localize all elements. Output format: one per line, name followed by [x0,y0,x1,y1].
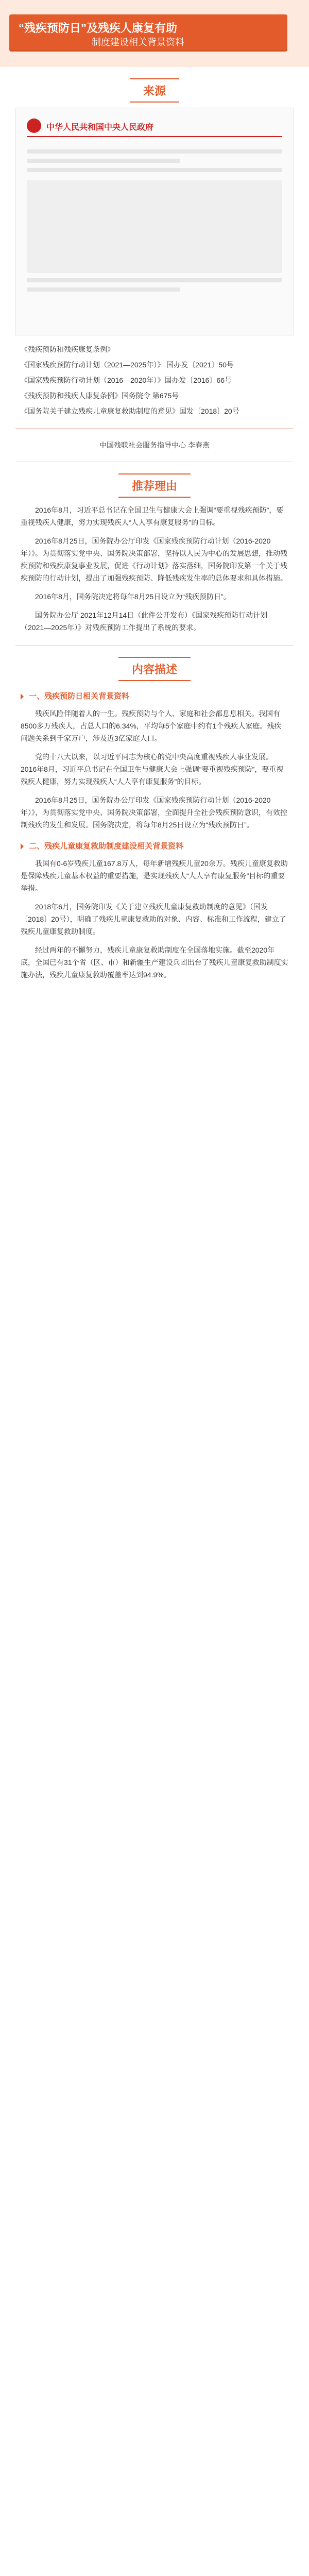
gov-document-image [15,108,294,335]
doc-line [27,287,180,292]
content-paragraph: 经过两年的不懈努力，残疾儿童康复救助制度在全国落地实施。截至2020年底，全国已有31个省（区、市）和新疆生产建设兵团出台了残疾儿童康复救助制度实施办法，残疾儿童康复救助覆盖率达到94.9%。 [21,946,288,979]
doc-line [27,159,180,163]
national-emblem-icon [27,118,41,133]
divider [15,428,294,429]
content-paragraph: 我国有0-6岁残疾儿童167.8万人，每年新增残疾儿童20余万。残疾儿童康复救助是保障残疾儿童基本权益的重要措施，是实现残疾人“人人享有康复服务”目标的重要举措。 [21,859,288,892]
unit-line: 中国残联社会服务指导中心 李春燕 [99,441,210,449]
doc-line [27,149,282,154]
reason-paragraph: 2016年8月，国务院决定将每年8月25日设立为“残疾预防日”。 [35,592,231,601]
doc-header [27,117,282,137]
content-paragraph: 2016年8月25日，国务院办公厅印发《国家残疾预防行动计划（2016-2020年）》，为贯彻落实党中央、国务院决策部署，全面提升全社会残疾预防意识，有效控制残疾的发生和发展。国务院决定，将每年8月25日设立为“残疾预防日”。 [21,796,287,829]
chevron-right-icon [21,693,24,700]
divider [15,645,294,646]
reason-paragraph: 国务院办公厅 2021年12月14日（此件公开发布）《国家残疾预防行动计划（2021—2025年）》对残疾预防工作提出了系统的要求。 [21,611,268,632]
header-banner [9,14,287,50]
header-title-line1: “残疾预防日”及残疾人康复有助 [19,22,178,35]
reason-paragraph: 2016年8月，习近平总书记在全国卫生与健康大会上强调“要重视残疾预防”，要重视残疾人健康，努力实现残疾人“人人享有康复服务”的目标。 [21,506,284,527]
content-subtitle-2-text: 二、残疾儿童康复救助制度建设相关背景资料 [29,842,184,851]
page-header [0,0,309,67]
source-item: 《国务院关于建立残疾儿童康复救助制度的意见》国发〔2018〕20号 [21,407,239,415]
content-paragraph: 残疾风险伴随着人的一生。残疾预防与个人、家庭和社会都息息相关。我国有8500多万残疾人，占总人口的6.34%，平均每5个家庭中约有1个残疾人家庭。残疾问题关系到千家万户，涉及近3亿家庭人口。 [21,709,282,742]
content-subtitle-1 [21,690,288,701]
source-item: 《国家残疾预防行动计划（2021—2025年）》 国办发〔2021〕50号 [21,361,234,369]
source-item: 《残疾预防和残疾人康复条例》国务院令 第675号 [21,392,179,400]
section-title-reasons: 推荐理由 [118,473,191,498]
reason-paragraph: 2016年8月25日，国务院办公厅印发《国家残疾预防行动计划（2016-2020年）》。为贯彻落实党中央、国务院决策部署，坚持以人民为中心的发展思想，推动残疾预防和残疾康复事业发展，促进《行动计划》落实落细，国务院印发第一个关于残疾预防的行动计划，提出了加强残疾预防、降低残疾发生率的总体要求和具体措施。 [21,537,287,582]
doc-line [27,168,282,172]
content-paragraph: 党的十八大以来，以习近平同志为核心的党中央高度重视残疾人事业发展。2016年8月，习近平总书记在全国卫生与健康大会上强调“要重视残疾预防”，要重视残疾人健康，努力实现残疾人“人人享有康复服务”的目标。 [21,753,284,786]
header-title-line2: 制度建设相关背景资料 [92,37,184,47]
content-subtitle-1-text: 一、残疾预防日相关背景资料 [29,692,130,701]
gov-site-title: 中华人民共和国中央人民政府 [46,123,154,132]
section-title-content: 内容描述 [118,657,191,681]
source-list [21,344,288,417]
chevron-right-icon [21,843,24,850]
section-title-source: 来源 [130,78,179,103]
source-item: 《国家残疾预防行动计划（2016—2020年）》国办发〔2016〕66号 [21,376,232,384]
source-item: 《残疾预防和残疾康复条例》 [21,345,114,353]
doc-line [27,278,282,282]
doc-body [27,144,282,326]
doc-text-block [27,180,282,273]
content-subtitle-2 [21,840,288,851]
content-paragraph: 2018年6月，国务院印发《关于建立残疾儿童康复救助制度的意见》（国发〔2018〕20号），明确了残疾儿童康复救助的对象、内容、标准和工作流程，建立了残疾儿童康复救助制度。 [21,903,286,936]
